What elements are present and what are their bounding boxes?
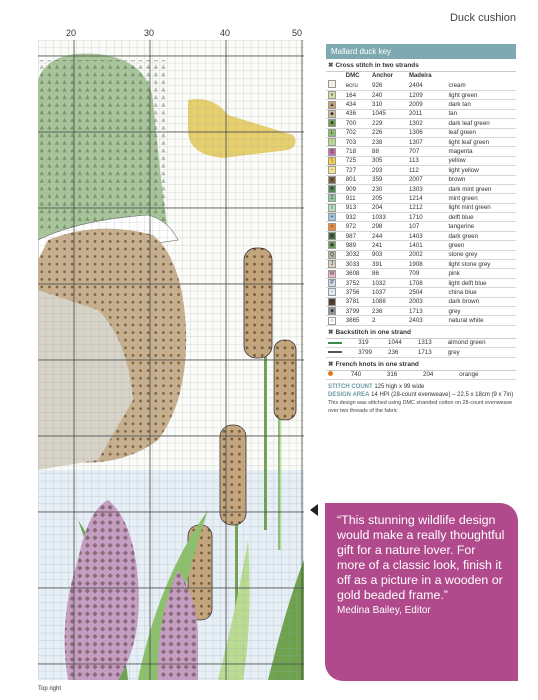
thread-row: + 932 1033 1710 delft blue — [326, 213, 516, 222]
column-number: 20 — [66, 28, 77, 38]
thread-row: ▼ 909 230 1303 dark mint green — [326, 184, 516, 193]
thread-row: ■ 987 244 1403 dark green — [326, 231, 516, 240]
thread-row: ∩ 3865 2 2403 natural white — [326, 316, 516, 325]
thread-row: ecru 926 2404 cream — [326, 80, 516, 91]
backstitch-table — [326, 339, 516, 358]
column-header: Madeira — [408, 73, 432, 79]
editor-quote-box — [325, 503, 518, 681]
thread-row: \ 725 305 113 yellow — [326, 156, 516, 165]
symbol-swatch-icon: + — [328, 213, 336, 221]
symbol-swatch-icon: v — [328, 91, 336, 99]
symbol-swatch-icon: \ — [328, 157, 336, 165]
symbol-swatch-icon: ∩ — [328, 317, 336, 325]
column-number: 50 — [292, 28, 303, 38]
column-number: 40 — [220, 28, 231, 38]
center-marker-arrow-icon — [310, 504, 318, 516]
thread-row: ◆ 436 1045 2011 tan — [326, 109, 516, 118]
key-section-heading: ✖ Backstitch in one strand — [326, 326, 516, 339]
quote-attribution: Medina Bailey, Editor — [337, 605, 431, 616]
cross-icon: ✖ — [328, 360, 334, 368]
backstitch-line-icon — [328, 342, 342, 344]
symbol-swatch-icon: ↑ — [328, 138, 336, 146]
symbol-swatch-icon: < — [328, 223, 336, 231]
key-section-heading: ✖ Cross stitch in two strands — [326, 59, 516, 72]
cross-stitch-table — [326, 72, 516, 326]
thread-row: ▲ 434 310 2009 dark tan — [326, 100, 516, 109]
chart-pattern-graphic — [38, 40, 304, 680]
backstitch-line-icon — [328, 351, 342, 353]
thread-row: Q 3032 903 2002 stone grey — [326, 250, 516, 259]
symbol-swatch-icon: ■ — [328, 298, 336, 306]
symbol-swatch-icon: J — [328, 260, 336, 268]
symbol-swatch-icon: I — [328, 204, 336, 212]
symbol-swatch-icon: ● — [328, 176, 336, 184]
symbol-swatch-icon: L — [328, 129, 336, 137]
thread-row: P 3752 1032 1708 light delft blue — [326, 278, 516, 287]
thread-row: 1 911 205 1214 mint green — [326, 194, 516, 203]
thread-row: I 913 204 1212 light mint green — [326, 203, 516, 212]
symbol-swatch-icon: ◆ — [328, 241, 336, 249]
symbol-swatch-icon: ◦ — [328, 288, 336, 296]
key-section-heading: ✖ French knots in one strand — [326, 358, 516, 371]
symbol-swatch-icon: ■ — [328, 307, 336, 315]
symbol-swatch-icon — [328, 80, 336, 88]
symbol-swatch-icon: − — [328, 166, 336, 174]
thread-row: J 3033 391 1908 light stone grey — [326, 260, 516, 269]
symbol-swatch-icon: ■ — [328, 119, 336, 127]
thread-row: 319 1044 1313 almond green — [326, 339, 516, 348]
key-note: This design was stitched using DMC stranded cotton on 28-count evenweave over two threads of the fabric — [328, 399, 513, 414]
thread-row: 740 316 204 orange — [326, 371, 516, 380]
symbol-swatch-icon: 1 — [328, 194, 336, 202]
thread-row: ■ 3799 236 1713 grey — [326, 306, 516, 315]
symbol-swatch-icon: ▼ — [329, 186, 335, 193]
symbol-swatch-icon: S — [328, 148, 336, 156]
chart-caption: Top right — [38, 686, 62, 692]
page-header-title: Duck cushion — [449, 12, 516, 24]
quote-text: “This stunning wildlife design would make a really thoughtful gift for a nature lover. For more of a classic look, finish it off as a picture in a wooden or gold beaded frame.” — [337, 513, 505, 602]
symbol-swatch-icon: ▲ — [329, 101, 335, 108]
cross-icon: ✖ — [328, 328, 334, 336]
column-header: Anchor — [372, 73, 393, 79]
symbol-swatch-icon: Q — [328, 251, 336, 259]
thread-row: ◦ 3756 1037 2504 china blue — [326, 288, 516, 297]
thread-row: ■ 3781 1088 2003 dark brown — [326, 297, 516, 306]
french-knot-table — [326, 371, 516, 380]
thread-row: < 972 298 107 tangerine — [326, 222, 516, 231]
thread-row: − 727 293 112 light yellow — [326, 166, 516, 175]
symbol-swatch-icon: P — [328, 279, 336, 287]
symbol-swatch-icon: W — [329, 270, 335, 277]
thread-row: ◆ 989 241 1401 green — [326, 241, 516, 250]
thread-key-panel — [326, 44, 516, 418]
column-header: DMC — [345, 73, 360, 79]
key-footer: STITCH COUNT 125 high x 99 wide DESIGN AREA 14 HPI (28-count evenweave) – 22.5 x 18cm (9 x 7in) This design was stitched using DMC stranded cotton on 28-count evenweave over two threads of the fabric — [328, 383, 514, 414]
thread-row: v 164 240 1209 light green — [326, 91, 516, 100]
thread-row: W 3608 86 709 pink — [326, 269, 516, 278]
cross-stitch-chart — [38, 40, 304, 680]
symbol-swatch-icon: ■ — [328, 232, 336, 240]
key-title: Mallard duck key — [326, 44, 516, 59]
thread-row: S 718 88 707 magenta — [326, 147, 516, 156]
cross-icon: ✖ — [328, 62, 334, 69]
thread-row: ● 801 359 2007 brown — [326, 175, 516, 184]
thread-row: 3799 236 1713 grey — [326, 348, 516, 357]
thread-row: ■ 700 229 1302 dark leaf green — [326, 119, 516, 128]
symbol-swatch-icon: ◆ — [328, 110, 336, 118]
thread-row: L 702 226 1306 leaf green — [326, 128, 516, 137]
thread-row: ↑ 703 238 1307 light leaf green — [326, 137, 516, 146]
french-knot-icon — [328, 371, 333, 376]
column-number: 30 — [144, 28, 155, 38]
